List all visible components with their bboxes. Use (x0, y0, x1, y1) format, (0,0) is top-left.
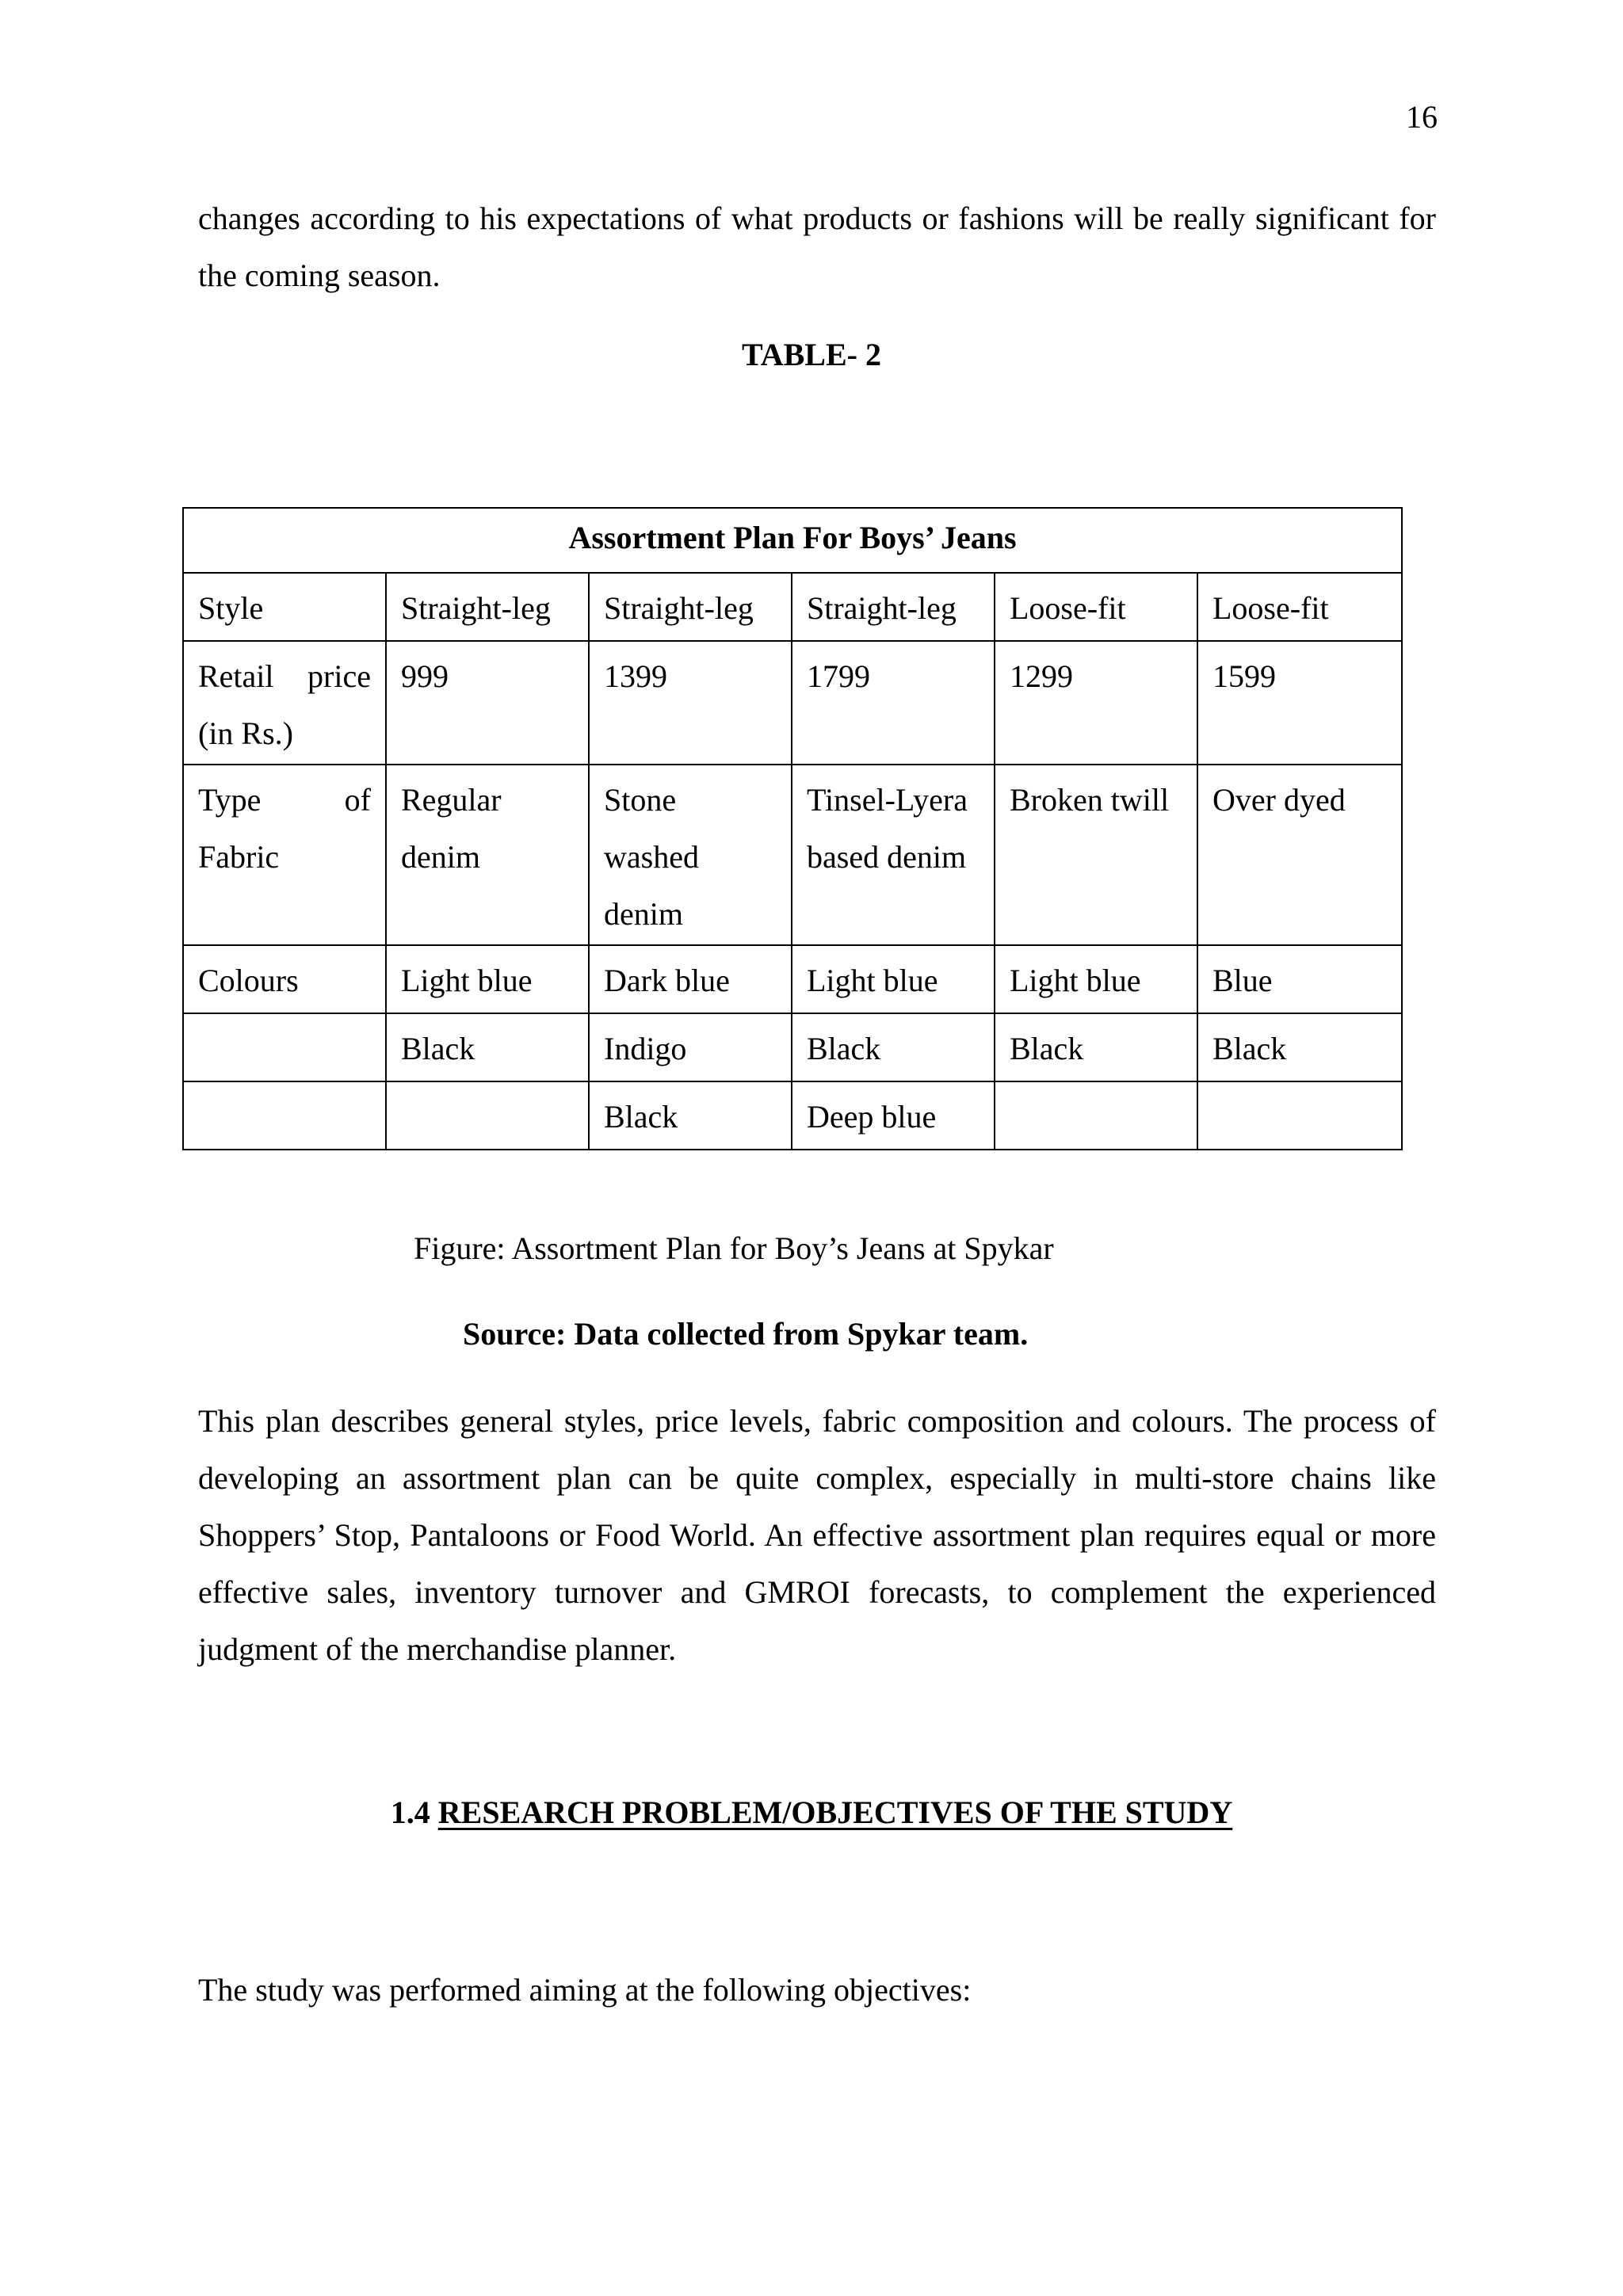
table-label: TABLE- 2 (742, 337, 881, 372)
table-cell: Tinsel-Lyera based denim (792, 765, 995, 945)
row-header-fabric: Type of Fabric (183, 765, 386, 945)
table-row-colours (183, 945, 1402, 1013)
row-header-empty (183, 1081, 386, 1150)
source-note: Source: Data collected from Spykar team. (463, 1316, 1029, 1352)
table-cell: 1399 (589, 641, 792, 765)
figure-caption: Figure: Assortment Plan for Boy’s Jeans at Spykar (414, 1230, 1054, 1266)
assortment-plan-table (182, 507, 1403, 1150)
table-cell (995, 1081, 1197, 1150)
page-number: 16 (1406, 99, 1438, 135)
table-cell: Indigo (589, 1013, 792, 1081)
table-row-colours-2 (183, 1013, 1402, 1081)
table-cell: 999 (386, 641, 589, 765)
table-row-style (183, 573, 1402, 641)
row-header-style: Style (183, 573, 386, 641)
row-header-retail-price: Retail price (in Rs.) (183, 641, 386, 765)
objectives-intro-paragraph: The study was performed aiming at the following objectives: (198, 1972, 972, 2008)
table-cell: Black (792, 1013, 995, 1081)
table-cell: 1799 (792, 641, 995, 765)
table-cell: Blue (1197, 945, 1402, 1013)
table-cell: Light blue (995, 945, 1197, 1013)
table-cell (386, 1081, 589, 1150)
table-cell: Straight-leg (589, 573, 792, 641)
table-cell: Deep blue (792, 1081, 995, 1150)
table-cell: Regular denim (386, 765, 589, 945)
table-cell: Black (995, 1013, 1197, 1081)
table-cell: Over dyed (1197, 765, 1402, 945)
section-heading (0, 1794, 1623, 1832)
table-cell: Broken twill (995, 765, 1197, 945)
row-header-empty (183, 1013, 386, 1081)
table-cell: Straight-leg (792, 573, 995, 641)
section-title: RESEARCH PROBLEM/OBJECTIVES OF THE STUDY (437, 1794, 1233, 1830)
table-cell: Loose-fit (995, 573, 1197, 641)
table-cell: Loose-fit (1197, 573, 1402, 641)
row-header-colours: Colours (183, 945, 386, 1013)
table-cell: Dark blue (589, 945, 792, 1013)
table-cell: 1299 (995, 641, 1197, 765)
table-cell: Stone washed denim (589, 765, 792, 945)
section-number: 1.4 (390, 1794, 430, 1830)
continuation-paragraph: changes according to his expectations of what products or fashions will be really significant for the coming season. (198, 200, 1436, 293)
table-cell: Light blue (792, 945, 995, 1013)
plan-description-paragraph: This plan describes general styles, price levels, fabric composition and colours. The process of developing an assortment plan can be quite complex, especially in multi-store chains like Shoppers’ Stop, Pantaloons or Food World. An effective assortment plan requires equal or more effective sales, inventory turnover and GMROI forecasts, to complement the experienced judgment of the merchandise planner. (198, 1403, 1436, 1667)
table-cell: 1599 (1197, 641, 1402, 765)
table-cell: Black (589, 1081, 792, 1150)
table-cell: Black (386, 1013, 589, 1081)
table-cell: Black (1197, 1013, 1402, 1081)
table-row-colours-3 (183, 1081, 1402, 1150)
table-cell: Straight-leg (386, 573, 589, 641)
table-caption: Assortment Plan For Boys’ Jeans (183, 508, 1402, 573)
table-cell: Light blue (386, 945, 589, 1013)
table-cell (1197, 1081, 1402, 1150)
table-row-fabric (183, 765, 1402, 945)
table-row-retail-price (183, 641, 1402, 765)
table-caption-row (183, 508, 1402, 573)
